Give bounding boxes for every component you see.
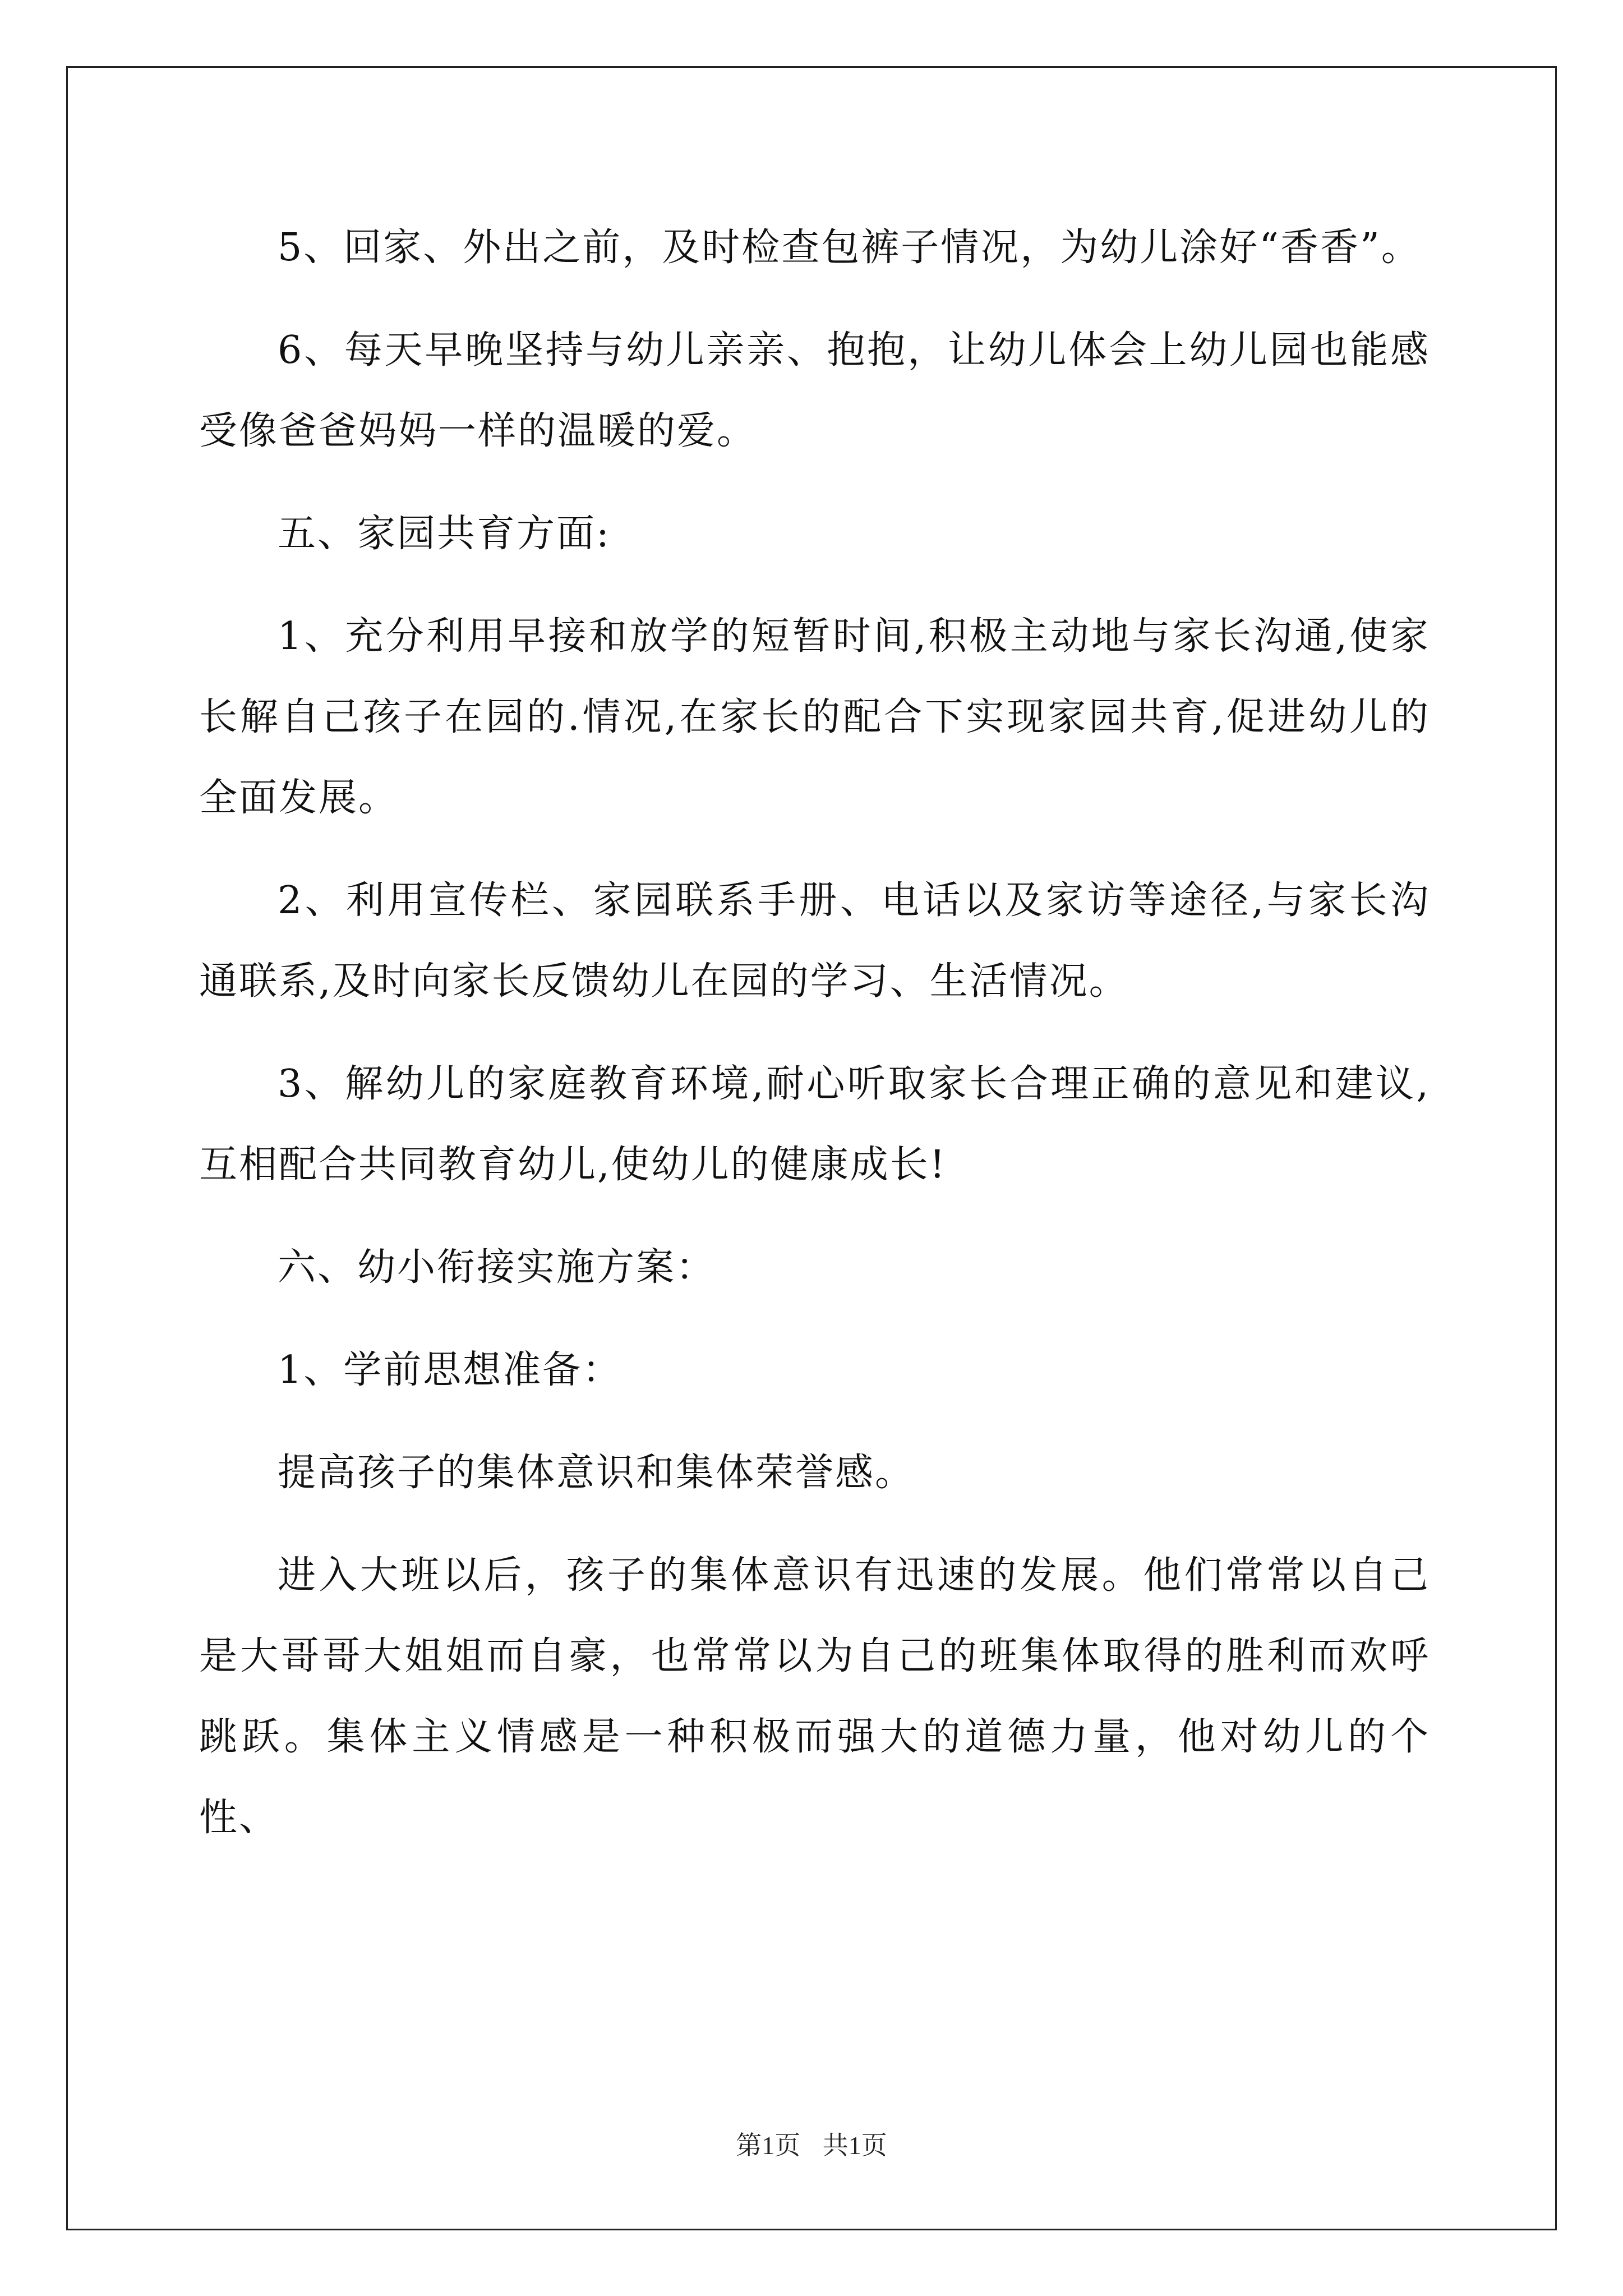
paragraph-item-3: 3、解幼儿的家庭教育环境,耐心听取家长合理正确的意见和建议,互相配合共同教育幼儿,使幼儿的健康成长! xyxy=(199,1062,1430,1187)
paragraph-senior-class: 进入大班以后，孩子的集体意识有迅速的发展。他们常常以自己是大哥哥大姐姐而自豪，也常常以为自己的班集体取得的胜利而欢呼跳跃。集体主义情感是一种积极而强大的道德力量，他对幼儿的个性、 xyxy=(199,1553,1430,1840)
subheading-preschool-mindset: 1、学前思想准备： xyxy=(278,1348,623,1392)
paragraph-collective-awareness: 提高孩子的集体意识和集体荣誉感。 xyxy=(278,1451,915,1495)
paragraph-item-2: 2、利用宣传栏、家园联系手册、电话以及家访等途径,与家长沟通联系,及时向家长反馈幼儿在园的学习、生活情况。 xyxy=(199,878,1430,1004)
page-number-total: 共1页 xyxy=(822,2131,887,2160)
paragraph-item-6: 6、每天早晚坚持与幼儿亲亲、抱抱，让幼儿体会上幼儿园也能感受像爸爸妈妈一样的温暖的爱。 xyxy=(199,328,1430,453)
paragraph-item-1: 1、充分利用早接和放学的短暂时间,积极主动地与家长沟通,使家长解自己孩子在园的.情况,在家长的配合下实现家园共育,促进幼儿的全面发展。 xyxy=(199,614,1430,820)
page-number-current: 第1页 xyxy=(736,2131,801,2160)
page-footer xyxy=(0,2125,1623,2162)
document-body xyxy=(199,208,1430,1880)
section-heading-home-school: 五、家园共育方面: xyxy=(278,512,611,556)
section-heading-transition-plan: 六、幼小衔接实施方案： xyxy=(278,1245,716,1290)
paragraph-item-5: 5、回家、外出之前，及时检查包裤子情况，为幼儿涂好“香香”。 xyxy=(278,226,1421,270)
